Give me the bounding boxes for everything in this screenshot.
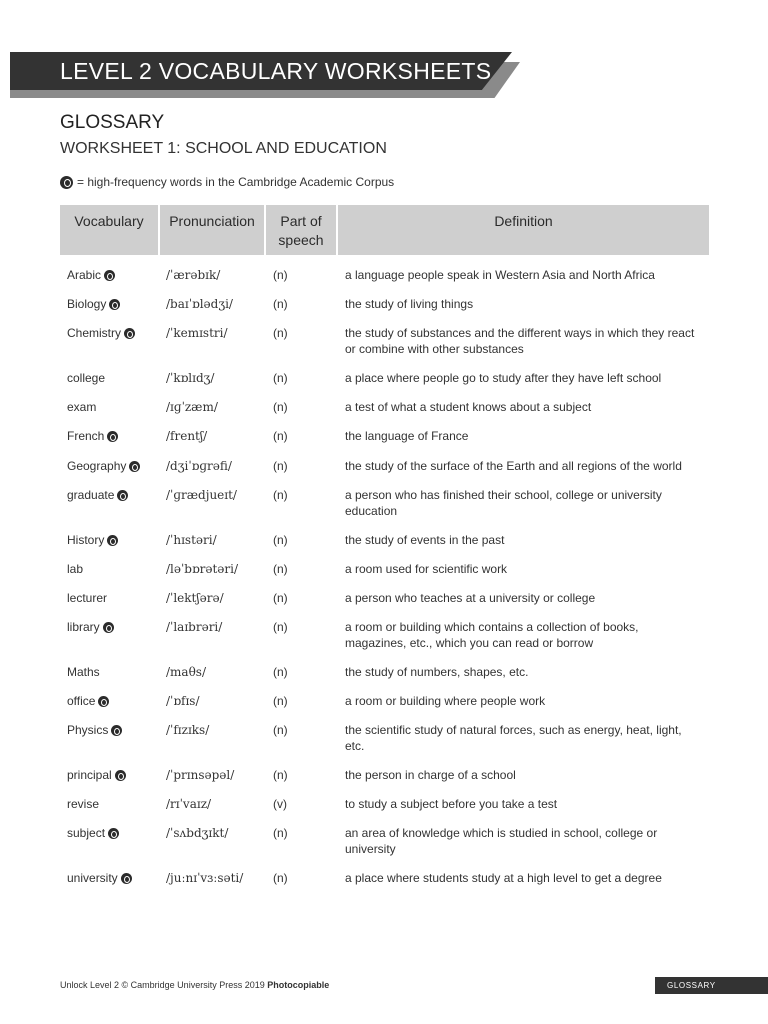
definition-cell: the study of living things [345, 297, 474, 311]
high-frequency-icon [115, 770, 126, 781]
pronunciation-cell: /dʒiˈɒɡrəfi/ [166, 459, 232, 473]
pronunciation-cell: /ˈprɪnsəpəl/ [166, 768, 235, 782]
part-of-speech-cell: (n) [273, 871, 288, 885]
high-frequency-icon [117, 490, 128, 501]
definition-cell: a place where people go to study after they have left school [345, 371, 662, 385]
vocabulary-cell [60, 320, 160, 365]
part-of-speech-cell: (n) [273, 268, 288, 282]
vocabulary-cell [60, 453, 160, 482]
definition-cell: a place where students study at a high level to get a degree [345, 871, 662, 885]
frequency-key [60, 175, 394, 189]
vocabulary-word: Arabic [67, 268, 102, 282]
vocabulary-word: lecturer [67, 591, 108, 605]
vocabulary-cell [60, 688, 160, 717]
part-of-speech-cell: (n) [273, 371, 288, 385]
part-of-speech-cell: (n) [273, 591, 288, 605]
definition-cell: to study a subject before you take a test [345, 797, 558, 811]
table-header [60, 205, 709, 255]
table-row [60, 585, 709, 614]
vocabulary-word: exam [67, 400, 97, 414]
pronunciation-cell: /ˈlektʃərə/ [166, 591, 224, 605]
vocabulary-word: Geography [67, 459, 127, 473]
table-row [60, 365, 709, 394]
pronunciation-cell: /ˈkɒlɪdʒ/ [166, 371, 215, 385]
table-row [60, 423, 709, 453]
page-title: LEVEL 2 VOCABULARY WORKSHEETS [60, 58, 492, 84]
title-banner [0, 52, 540, 98]
pronunciation-cell: /ˈærəbɪk/ [166, 268, 221, 282]
pronunciation-cell: /ˈfɪzɪks/ [166, 723, 210, 737]
high-frequency-icon [111, 725, 122, 736]
vocabulary-cell [60, 791, 160, 820]
vocabulary-cell [60, 291, 160, 320]
pronunciation-cell: /ləˈbɒrətəri/ [166, 562, 239, 576]
vocabulary-cell [60, 556, 160, 585]
vocabulary-word: office [67, 694, 96, 708]
pronunciation-cell: /ˈlaɪbrəri/ [166, 620, 223, 634]
header-part-of-speech: Part of speech [266, 205, 338, 255]
footer-photocopiable: Photocopiable [267, 980, 330, 990]
vocabulary-cell [60, 527, 160, 556]
pronunciation-cell: /ˈsʌbdʒɪkt/ [166, 826, 229, 840]
definition-cell: a room used for scientific work [345, 562, 508, 576]
pronunciation-cell: /ˈɒfɪs/ [166, 694, 200, 708]
part-of-speech-cell: (n) [273, 694, 288, 708]
high-frequency-icon [129, 461, 140, 472]
definition-cell: the study of events in the past [345, 533, 505, 547]
definition-cell: a room or building which contains a collection of books, magazines, etc., which you can read or borrow [345, 620, 639, 650]
pronunciation-cell: /ˈɡrædjueɪt/ [166, 488, 237, 502]
high-frequency-icon [109, 299, 120, 310]
table-row [60, 394, 709, 423]
pronunciation-cell: /baɪˈɒlədʒi/ [166, 297, 233, 311]
vocabulary-cell [60, 614, 160, 659]
part-of-speech-cell: (n) [273, 723, 288, 737]
high-frequency-icon [108, 828, 119, 839]
part-of-speech-cell: (n) [273, 400, 288, 414]
vocabulary-cell [60, 394, 160, 423]
table-row [60, 659, 709, 688]
definition-cell: the scientific study of natural forces, such as energy, heat, light, etc. [345, 723, 682, 753]
definition-cell: the study of numbers, shapes, etc. [345, 665, 529, 679]
table-row [60, 262, 709, 291]
vocabulary-cell [60, 423, 160, 453]
vocabulary-word: French [67, 429, 105, 443]
vocabulary-cell [60, 365, 160, 394]
frequency-key-text: = high-frequency words in the Cambridge Academic Corpus [77, 175, 395, 189]
part-of-speech-cell: (n) [273, 488, 288, 502]
part-of-speech-cell: (n) [273, 562, 288, 576]
vocabulary-word: college [67, 371, 106, 385]
high-frequency-icon [107, 535, 118, 546]
definition-cell: a person who teaches at a university or college [345, 591, 596, 605]
vocabulary-cell [60, 585, 160, 614]
table-row [60, 614, 709, 659]
pronunciation-cell: /frentʃ/ [166, 429, 208, 443]
definition-cell: the study of substances and the different ways in which they react or combine with other substances [345, 326, 695, 356]
high-frequency-icon [104, 270, 115, 281]
vocabulary-word: graduate [67, 488, 115, 502]
vocabulary-word: Chemistry [67, 326, 122, 340]
vocabulary-cell [60, 482, 160, 527]
vocabulary-word: revise [67, 797, 100, 811]
vocabulary-cell [60, 262, 160, 291]
vocabulary-word: History [67, 533, 105, 547]
definition-cell: the person in charge of a school [345, 768, 516, 782]
pronunciation-cell: /rɪˈvaɪz/ [166, 797, 212, 811]
high-frequency-icon [121, 873, 132, 884]
part-of-speech-cell: (n) [273, 620, 288, 634]
pronunciation-cell: /ˈkemɪstri/ [166, 326, 228, 340]
high-frequency-icon [98, 696, 109, 707]
part-of-speech-cell: (n) [273, 297, 288, 311]
footer-section-tag: GLOSSARY [655, 977, 768, 994]
table-row [60, 291, 709, 320]
vocabulary-word: library [67, 620, 100, 634]
pronunciation-cell: /ɪɡˈzæm/ [166, 400, 218, 414]
table-body [60, 262, 709, 894]
vocabulary-word: Maths [67, 665, 100, 679]
definition-cell: a room or building where people work [345, 694, 546, 708]
vocabulary-word: lab [67, 562, 84, 576]
definition-cell: a test of what a student knows about a subject [345, 400, 592, 414]
high-frequency-icon [107, 431, 118, 442]
part-of-speech-cell: (n) [273, 826, 288, 840]
high-frequency-icon [124, 328, 135, 339]
high-frequency-icon [103, 622, 114, 633]
definition-cell: a person who has finished their school, college or university education [345, 488, 662, 518]
vocabulary-word: Physics [67, 723, 109, 737]
footer-credit [60, 980, 329, 990]
pronunciation-cell: /ˈhɪstəri/ [166, 533, 217, 547]
definition-cell: the language of France [345, 429, 469, 443]
glossary-heading: GLOSSARY [60, 112, 165, 133]
vocabulary-cell [60, 717, 160, 762]
table-row [60, 717, 709, 762]
vocabulary-cell [60, 762, 160, 791]
definition-cell: an area of knowledge which is studied in school, college or university [345, 826, 658, 856]
vocabulary-word: subject [67, 826, 106, 840]
worksheet-title: WORKSHEET 1: SCHOOL AND EDUCATION [60, 140, 387, 157]
table-row [60, 527, 709, 556]
pronunciation-cell: /juːnɪˈvɜːsəti/ [166, 871, 244, 885]
table-row [60, 556, 709, 585]
table-row [60, 320, 709, 365]
glossary-table [60, 205, 709, 894]
vocabulary-cell [60, 820, 160, 865]
table-row [60, 791, 709, 820]
footer-text: Unlock Level 2 © Cambridge University Press 2019 [60, 980, 265, 990]
vocabulary-word: university [67, 871, 118, 885]
pronunciation-cell: /maθs/ [166, 665, 207, 679]
vocabulary-cell [60, 865, 160, 894]
part-of-speech-cell: (n) [273, 665, 288, 679]
table-row [60, 453, 709, 482]
part-of-speech-cell: (n) [273, 429, 288, 443]
table-row [60, 482, 709, 527]
vocabulary-word: Biology [67, 297, 107, 311]
definition-cell: a language people speak in Western Asia and North Africa [345, 268, 655, 282]
table-row [60, 688, 709, 717]
part-of-speech-cell: (n) [273, 533, 288, 547]
header-definition: Definition [338, 205, 709, 255]
table-row [60, 762, 709, 791]
part-of-speech-cell: (n) [273, 768, 288, 782]
header-vocabulary: Vocabulary [60, 205, 160, 255]
part-of-speech-cell: (n) [273, 326, 288, 340]
vocabulary-word: principal [67, 768, 112, 782]
table-row [60, 820, 709, 865]
vocabulary-cell [60, 659, 160, 688]
definition-cell: the study of the surface of the Earth and all regions of the world [345, 459, 682, 473]
part-of-speech-cell: (v) [273, 797, 287, 811]
high-frequency-icon [60, 176, 73, 189]
table-row [60, 865, 709, 894]
part-of-speech-cell: (n) [273, 459, 288, 473]
header-pronunciation: Pronunciation [160, 205, 266, 255]
